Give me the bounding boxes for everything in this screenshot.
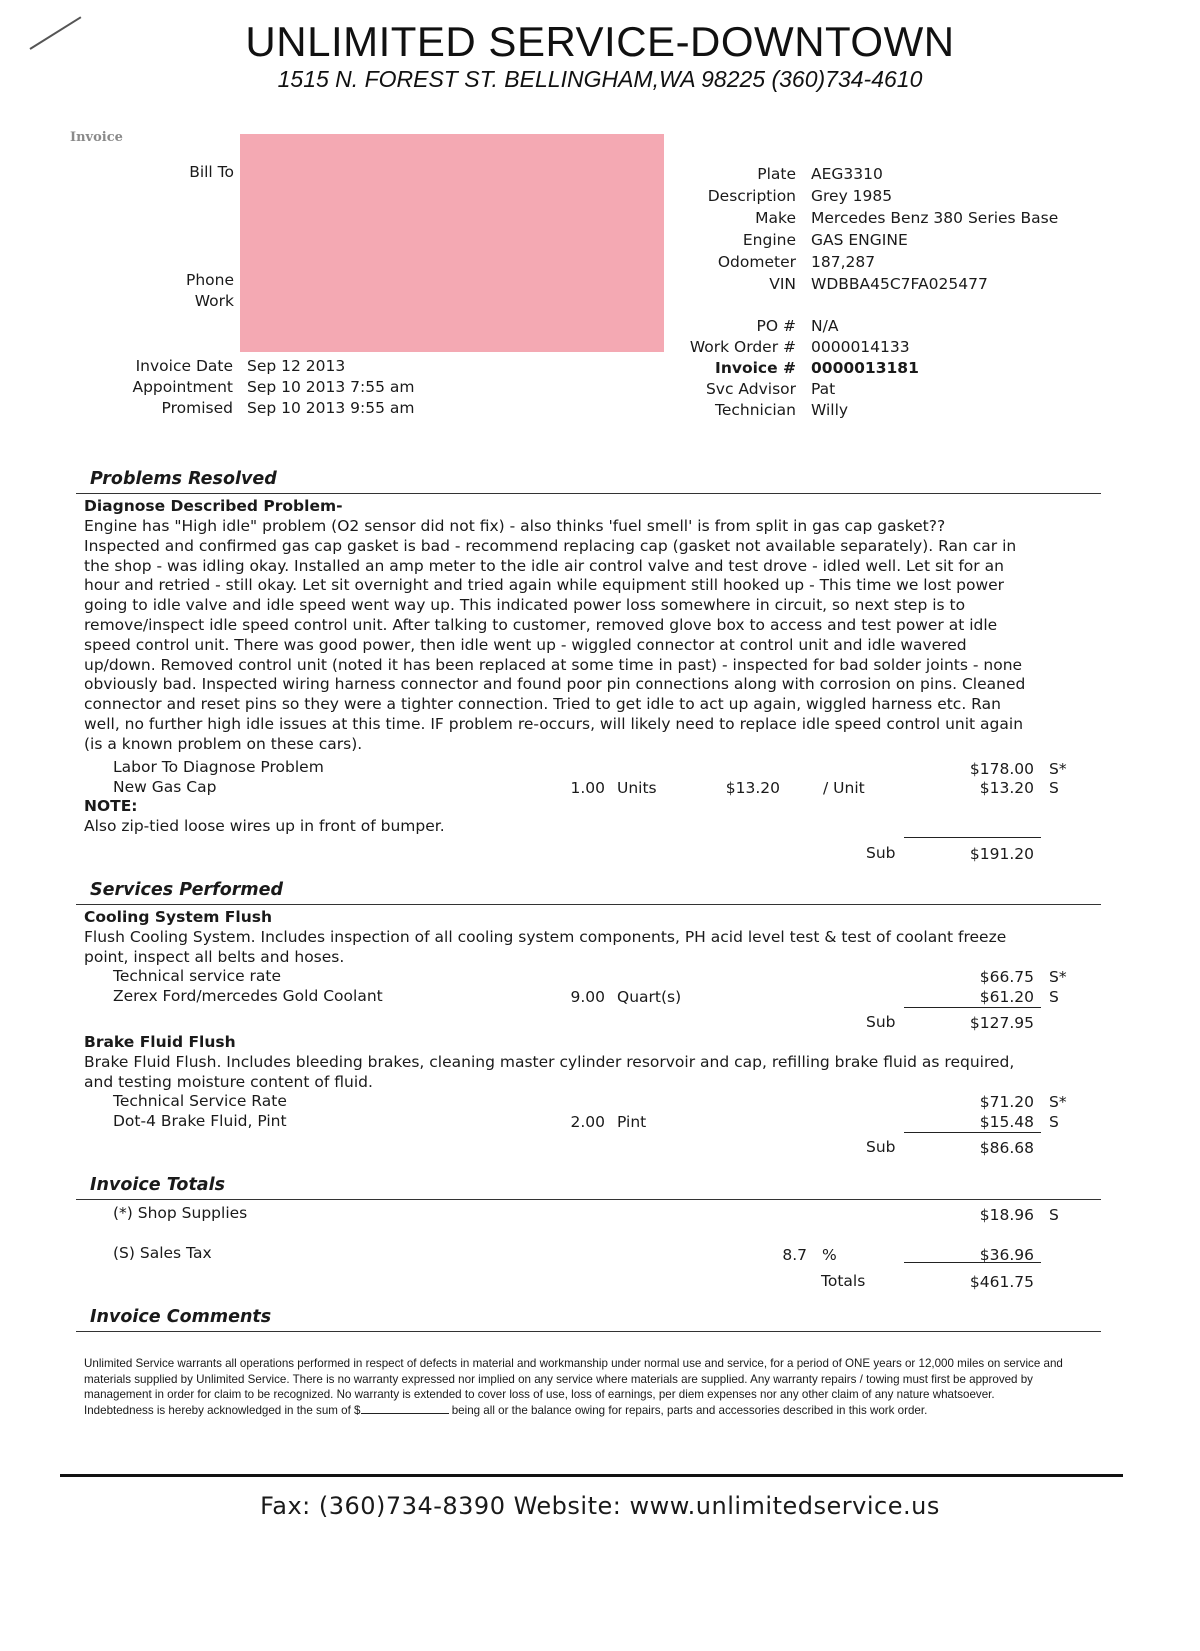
brake-fluid-description: Dot-4 Brake Fluid, Pint [113, 1112, 287, 1130]
work-order-label: Work Order # [689, 338, 796, 356]
advisor-label: Svc Advisor [705, 380, 796, 398]
description-line: (is a known problem on these cars). [84, 734, 363, 753]
subtotal-underline [904, 1132, 1041, 1133]
brake-subtotal-label: Sub [866, 1138, 896, 1156]
grand-total-label: Totals [821, 1272, 866, 1290]
shop-supplies-label: (*) Shop Supplies [113, 1204, 248, 1222]
part-description: New Gas Cap [113, 778, 217, 796]
problem-item-title: Diagnose Described Problem- [84, 497, 343, 515]
section-divider [76, 904, 1101, 905]
redacted-customer-block [240, 134, 664, 352]
brake-labor-tax-code: S* [1049, 1093, 1067, 1111]
subtotal-amount: $191.20 [969, 845, 1034, 863]
warranty-paragraph: Unlimited Service warrants all operations performed in respect of defects in material and workmanship under normal use and service, for a period of ONE years or 12,000 miles on service and materials supplied by Unlimited Service. There is no warranty expressed nor implied on any service where materials are supplied. Any warranty repairs / towing must first be approved by management in order for claim to be recognized. No warranty is extended to cover loss of use, loss of earnings, per diem expenses nor any other claim of any nature whatsoever. [84, 1357, 1063, 1402]
cooling-labor-description: Technical service rate [113, 967, 282, 985]
sales-tax-amount: $36.96 [979, 1246, 1034, 1264]
brake-fluid-amount: $15.48 [979, 1113, 1034, 1131]
problem-description [84, 517, 1124, 755]
brake-labor-description: Technical Service Rate [113, 1092, 287, 1110]
labor-tax-code: S* [1049, 760, 1067, 778]
description-line: going to idle valve and idle speed went way up. This indicated power loss somewhere in circuit, so next step is to [84, 596, 966, 615]
company-address: 1515 N. FOREST ST. BELLINGHAM,WA 98225 (360)734-4610 [277, 66, 923, 92]
amount-blank-line [361, 1403, 449, 1414]
warranty-text [84, 1356, 1084, 1418]
promised-date: Sep 10 2013 9:55 am [247, 399, 415, 417]
cooling-flush-description-line: point, inspect all belts and hoses. [84, 948, 345, 966]
coolant-unit: Quart(s) [617, 988, 682, 1006]
invoice-number-label: Invoice # [715, 359, 796, 377]
cooling-subtotal-label: Sub [866, 1013, 896, 1031]
engine-value: GAS ENGINE [811, 231, 908, 249]
services-performed-heading: Services Performed [90, 880, 284, 900]
po-label: PO # [756, 317, 796, 335]
cooling-flush-title: Cooling System Flush [84, 908, 272, 926]
labor-amount: $178.00 [969, 760, 1034, 778]
appointment-label: Appointment [132, 378, 233, 396]
brake-subtotal-amount: $86.68 [979, 1139, 1034, 1157]
brake-labor-amount: $71.20 [979, 1093, 1034, 1111]
invoice-totals-heading: Invoice Totals [90, 1175, 226, 1195]
part-quantity: 1.00 [570, 779, 605, 797]
brake-fluid-quantity: 2.00 [570, 1113, 605, 1131]
description-line: Engine has "High idle" problem (O2 sensor did not fix) - also thinks 'fuel smell' is from split in gas cap gasket?? [84, 517, 946, 535]
note-text: Also zip-tied loose wires up in front of bumper. [84, 817, 445, 835]
invoice-number-value: 0000013181 [811, 359, 919, 377]
brake-fluid-unit: Pint [617, 1113, 647, 1131]
section-divider [76, 1199, 1101, 1200]
part-unit-price: $13.20 [725, 779, 780, 797]
invoice-date-label: Invoice Date [135, 357, 233, 375]
plate-label: Plate [757, 165, 796, 183]
phone-label: Phone [185, 271, 234, 289]
appointment-date: Sep 10 2013 7:55 am [247, 378, 415, 396]
description-line: obviously bad. Inspected wiring harness connector and found poor pin connections along with corrosion on pins. Cleaned [84, 675, 1026, 694]
problems-resolved-heading: Problems Resolved [90, 469, 277, 489]
labor-description: Labor To Diagnose Problem [113, 758, 324, 776]
make-label: Make [755, 209, 796, 227]
cooling-labor-amount: $66.75 [979, 968, 1034, 986]
odometer-value: 187,287 [811, 253, 876, 271]
coolant-amount: $61.20 [979, 988, 1034, 1006]
cooling-flush-description-line: Flush Cooling System. Includes inspection of all cooling system components, PH acid level test & test of coolant freeze [84, 928, 1007, 946]
coolant-description: Zerex Ford/mercedes Gold Coolant [113, 987, 383, 1005]
description-line: hour and retried - still okay. Let sit overnight and tried again while equipment still hooked up - This time we lost power [84, 576, 1005, 595]
footer-contact: Fax: (360)734-8390 Website: www.unlimitedservice.us [260, 1492, 940, 1520]
cooling-labor-tax-code: S* [1049, 968, 1067, 986]
description-line: speed control unit. There was good power, then idle went up - wiggled connector at control unit and idle wavered [84, 635, 967, 654]
section-divider [76, 1331, 1101, 1332]
shop-supplies-tax-code: S [1049, 1206, 1059, 1224]
bill-to-label: Bill To [189, 163, 234, 181]
brake-flush-description-line: and testing moisture content of fluid. [84, 1073, 373, 1091]
invoice-date: Sep 12 2013 [247, 357, 346, 375]
sales-tax-rate: 8.7 [782, 1246, 807, 1264]
coolant-quantity: 9.00 [570, 988, 605, 1006]
vin-value: WDBBA45C7FA025477 [811, 275, 988, 293]
work-label: Work [194, 292, 234, 310]
description-line: Inspected and confirmed gas cap gasket is bad - recommend replacing cap (gasket not available separately). Ran car in [84, 536, 1017, 555]
description-value: Grey 1985 [811, 187, 893, 205]
cooling-subtotal-amount: $127.95 [969, 1014, 1034, 1032]
company-name: UNLIMITED SERVICE-DOWNTOWN [245, 18, 955, 65]
brake-flush-description-line: Brake Fluid Flush. Includes bleeding brakes, cleaning master cylinder resorvoir and cap, refilling brake fluid as required, [84, 1053, 1015, 1071]
description-line: up/down. Removed control unit (noted it has been replaced at some time in past) - inspected for bad solder joints - none [84, 655, 1023, 674]
advisor-value: Pat [811, 380, 836, 398]
indebtedness-line [84, 1403, 1084, 1419]
brake-fluid-tax-code: S [1049, 1113, 1059, 1131]
odometer-label: Odometer [717, 253, 796, 271]
po-value: N/A [811, 317, 839, 335]
technician-label: Technician [715, 401, 796, 419]
promised-label: Promised [161, 399, 233, 417]
document-label: Invoice [70, 130, 123, 145]
subtotal-underline [904, 837, 1041, 838]
subtotal-label: Sub [866, 844, 896, 862]
engine-label: Engine [742, 231, 796, 249]
brake-flush-title: Brake Fluid Flush [84, 1033, 236, 1051]
plate-value: AEG3310 [811, 165, 883, 183]
technician-value: Willy [811, 401, 849, 419]
part-per-unit: / Unit [823, 779, 865, 797]
sales-tax-percent-sign: % [822, 1246, 837, 1264]
work-order-value: 0000014133 [811, 338, 910, 356]
part-unit: Units [617, 779, 657, 797]
description-line: well, no further high idle issues at this time. IF problem re-occurs, will likely need to replace idle speed control unit again [84, 714, 1024, 733]
footer-rule [60, 1474, 1123, 1477]
description-label: Description [707, 187, 796, 205]
vin-label: VIN [769, 275, 796, 293]
invoice-comments-heading: Invoice Comments [90, 1307, 272, 1327]
coolant-tax-code: S [1049, 988, 1059, 1006]
description-line: remove/inspect idle speed control unit. After talking to customer, removed glove box to access and test power at idle [84, 615, 998, 634]
indebtedness-prefix: Indebtedness is hereby acknowledged in the sum of $ [84, 1403, 361, 1417]
part-amount: $13.20 [979, 779, 1034, 797]
subtotal-underline [904, 1007, 1041, 1008]
indebtedness-suffix: being all or the balance owing for repairs, parts and accessories described in this work order. [448, 1403, 928, 1417]
part-tax-code: S [1049, 779, 1059, 797]
sales-tax-label: (S) Sales Tax [113, 1244, 212, 1262]
make-value: Mercedes Benz 380 Series Base [811, 209, 1059, 227]
description-line: connector and reset pins so they were a tighter connection. Tried to get idle to act up again, wiggled harness etc. Ran [84, 695, 1001, 714]
section-divider [76, 493, 1101, 494]
description-line: the shop - was idling okay. Installed an amp meter to the idle air control valve and test drove - idled well. Let sit for an [84, 556, 1004, 575]
grand-total-amount: $461.75 [969, 1273, 1034, 1291]
note-label: NOTE: [84, 797, 138, 815]
shop-supplies-amount: $18.96 [979, 1206, 1034, 1224]
